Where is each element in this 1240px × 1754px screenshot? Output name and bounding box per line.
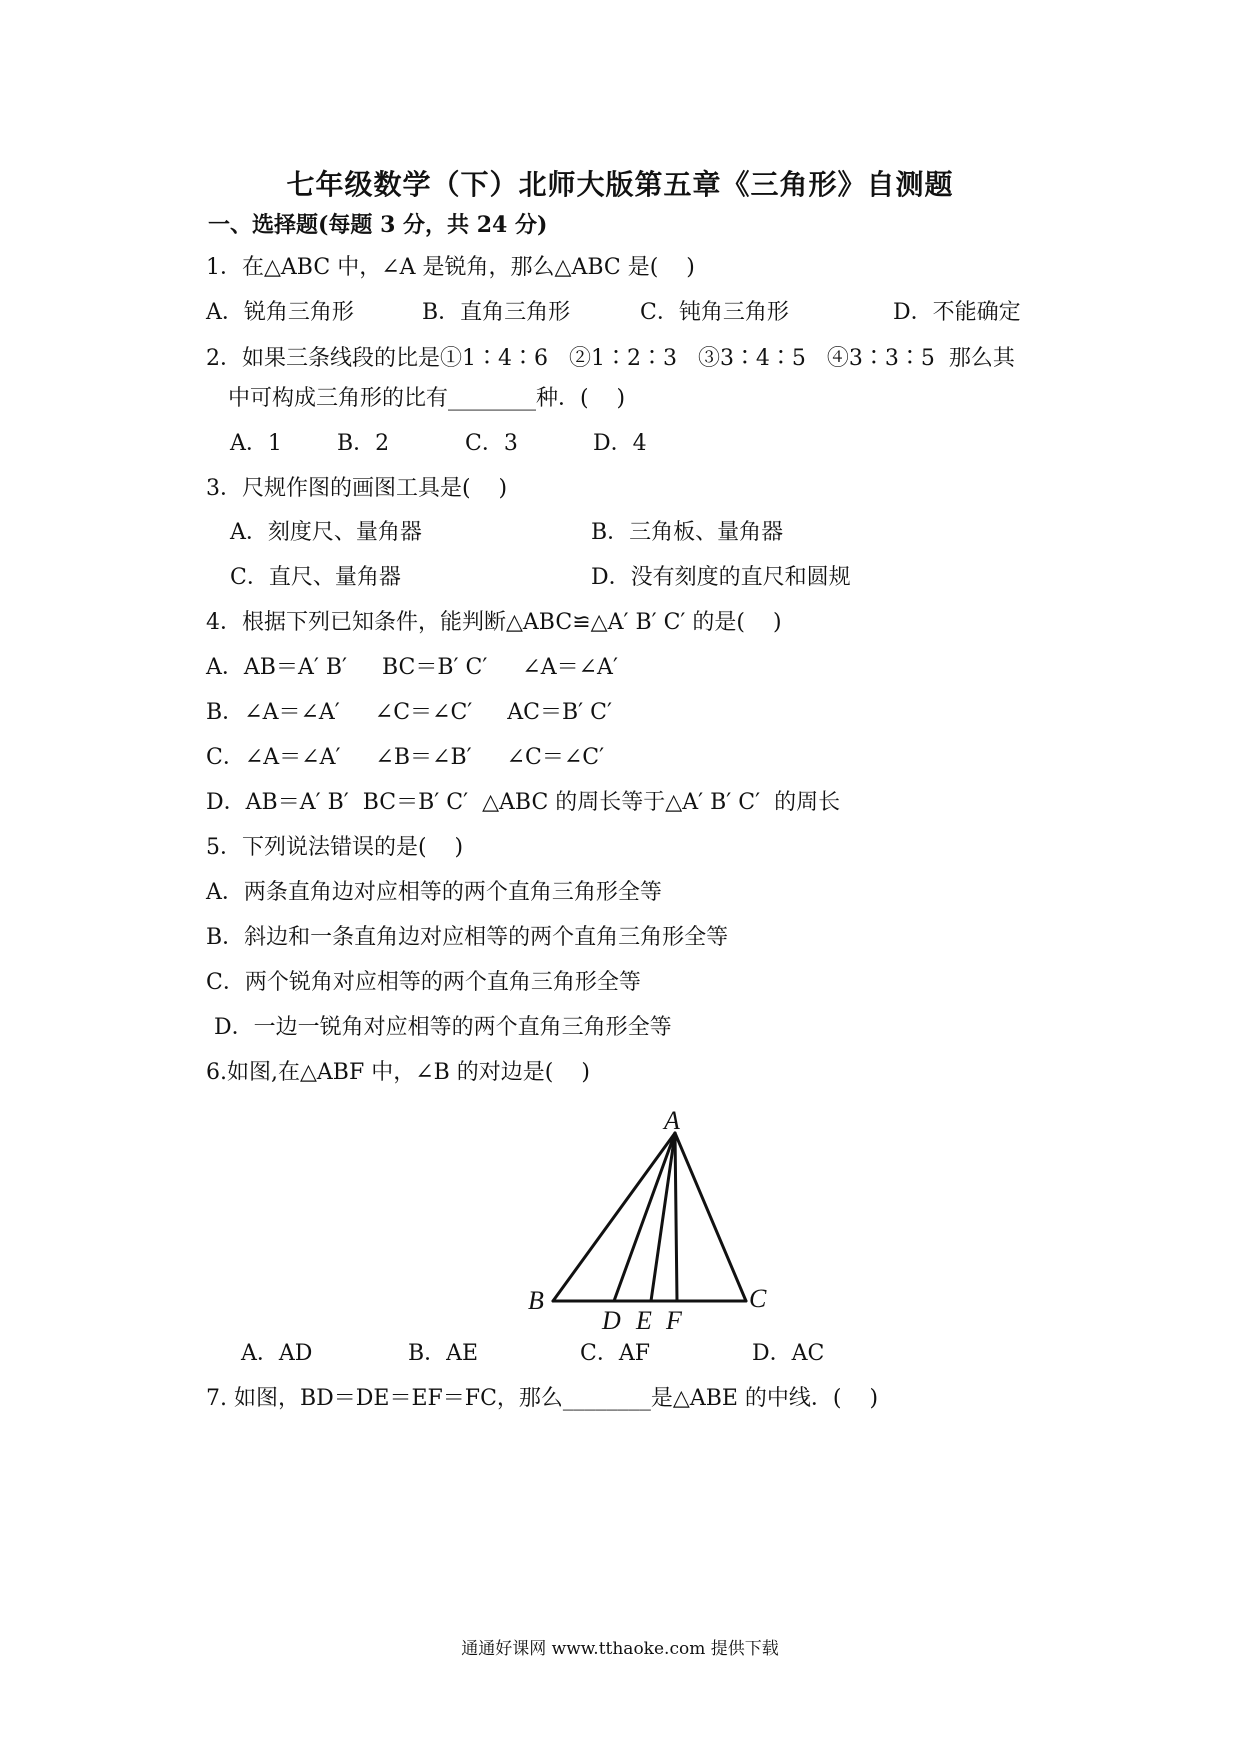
question-4-option-d: D．AB＝A′ B′ BC＝B′ C′ △ABC 的周长等于△A′ B′ C′ 的周长 — [206, 790, 841, 815]
question-3-option-c: C．直尺、量角器 — [230, 565, 401, 590]
question-3-option-b: B．三角板、量角器 — [591, 520, 784, 545]
question-2-stem-line-1: 2．如果三条线段的比是①1∶4∶6 ②1∶2∶3 ③3∶4∶5 ④3∶3∶5 那么其 — [206, 346, 1015, 371]
vertex-label-c: C — [749, 1284, 767, 1313]
question-4-stem: 4．根据下列已知条件，能判断△ABC≌△A′ B′ C′ 的是( ) — [206, 610, 782, 635]
question-6-option-b: B．AE — [408, 1341, 479, 1366]
vertex-label-a: A — [664, 1106, 680, 1135]
triangle-figure — [520, 1105, 780, 1335]
question-5-option-d: D．一边一锐角对应相等的两个直角三角形全等 — [214, 1015, 672, 1040]
question-1-option-a: A．锐角三角形 — [206, 300, 354, 325]
question-2-option-a: A．1 — [230, 431, 282, 456]
segment-af — [675, 1133, 677, 1301]
section-heading: 一、选择题(每题 3 分，共 24 分) — [208, 212, 548, 238]
question-2-stem-line-2: 中可构成三角形的比有________种．( ) — [228, 386, 626, 411]
question-6-option-d: D．AC — [752, 1341, 825, 1366]
question-5-option-b: B．斜边和一条直角边对应相等的两个直角三角形全等 — [206, 925, 729, 950]
page-title: 七年级数学（下）北师大版第五章《三角形》自测题 — [286, 168, 954, 201]
question-5-option-a: A．两条直角边对应相等的两个直角三角形全等 — [206, 880, 662, 905]
question-7-stem: 7. 如图，BD＝DE＝EF＝FC，那么________是△ABE 的中线．( ) — [206, 1386, 879, 1411]
question-4-option-a: A．AB＝A′ B′ BC＝B′ C′ ∠A＝∠A′ — [206, 655, 618, 680]
segment-ab — [553, 1133, 675, 1301]
segment-ac — [675, 1133, 746, 1301]
question-2-option-b: B．2 — [337, 431, 390, 456]
question-5-option-c: C．两个锐角对应相等的两个直角三角形全等 — [206, 970, 641, 995]
question-2-option-d: D．4 — [593, 431, 647, 456]
question-6-option-c: C．AF — [580, 1341, 650, 1366]
question-3-stem: 3．尺规作图的画图工具是( ) — [206, 476, 508, 501]
question-1-option-c: C．钝角三角形 — [640, 300, 789, 325]
question-3-option-a: A．刻度尺、量角器 — [230, 520, 422, 545]
point-label-d: D — [602, 1306, 621, 1335]
question-4-option-b: B．∠A＝∠A′ ∠C＝∠C′ AC＝B′ C′ — [206, 700, 612, 725]
segment-ae — [651, 1133, 675, 1301]
question-1-option-d: D．不能确定 — [893, 300, 1021, 325]
question-5-stem: 5．下列说法错误的是( ) — [206, 835, 464, 860]
point-label-f: F — [666, 1306, 682, 1335]
question-1-option-b: B．直角三角形 — [422, 300, 571, 325]
question-4-option-c: C．∠A＝∠A′ ∠B＝∠B′ ∠C＝∠C′ — [206, 745, 605, 770]
question-6-option-a: A．AD — [241, 1341, 313, 1366]
segment-ad — [614, 1133, 675, 1301]
question-1-stem: 1．在△ABC 中，∠A 是锐角，那么△ABC 是( ) — [206, 255, 695, 280]
question-3-option-d: D．没有刻度的直尺和圆规 — [591, 565, 851, 590]
question-2-option-c: C．3 — [465, 431, 518, 456]
footer-source: 通通好课网 www.tthaoke.com 提供下载 — [461, 1639, 779, 1659]
question-6-stem: 6.如图,在△ABF 中，∠B 的对边是( ) — [206, 1060, 590, 1085]
vertex-label-b: B — [528, 1286, 544, 1315]
point-label-e: E — [636, 1306, 652, 1335]
